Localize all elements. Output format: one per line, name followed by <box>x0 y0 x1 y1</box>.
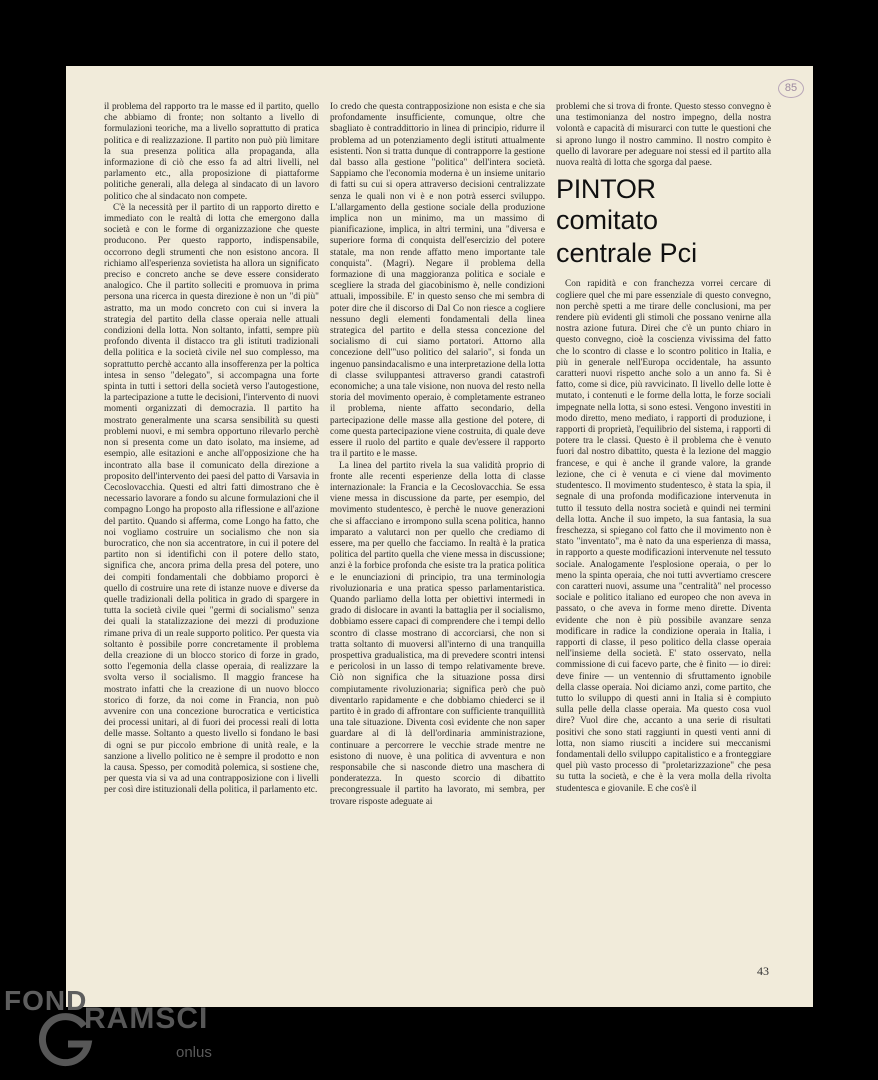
document-page <box>66 66 813 1007</box>
paragraph: problemi che si trova di fronte. Questo stesso convegno è una testimonianza del nostro impegno, della nostra volontà e capacità di misurarci con tutte le questioni che si aprono lungo il nostro cammino. Il nostro compito è quello di lavorare per adeguare noi stessi ed il partito alla nuova realtà di lotta che sgorga dal paese. <box>556 102 771 169</box>
author-name: PINTOR <box>556 174 656 205</box>
text-column-3 <box>556 102 771 795</box>
paragraph: La linea del partito rivela la sua validità proprio di fronte alle recenti esperienze della lotta di classe internazionale: la Francia e la Cecoslovacchia. Se essa viene messa in discussione da parte, per esempio, del movimento studentesco, è perchè le nuove generazioni che si affacciano e irrompono sulla scena politica, hanno imparato a valutarci non per quello che crediamo di essere, ma per quello che facciamo. In realtà è la pratica politica del partito quella che viene messa in discussione; anzi è la forbice profonda che esiste tra la pratica politica e le enunciazioni di principio, tra una terminologia rivoluzionaria e una pratica spesso parlamentaristica. Quando parliamo della lotta per obiettivi intermedi in grado di dislocare in avanti la battaglia per il socialismo, dobbiamo essere capaci di comprendere che i tempi dello scontro di classe mostrano di accorciarsi, che non si tratta soltanto di muoversi all'interno di una tranquilla prospettiva gradualistica, ma di prevedere scontri intensi e pericolosi in un lasso di tempo relativamente breve. Ciò non significa che la situazione possa dirsi compiutamente rivoluzionaria; significa però che può diventarlo rapidamente e che dobbiamo chiederci se il partito è in grado di affrontare con sufficiente tranquillità una tale situazione. Diventa così evidente che non saper guardare al di là dell'ordinaria amministrazione, continuare a percorrere le vecchie strade mentre ne esistono di nuove, è una politica di avventura e non responsabile che si nasconde dietro una maschera di ponderatezza. In questo scorcio di dibattito precongressuale il partito ha lavorato, mi sembra, per trovare risposte adeguate ai <box>330 460 545 807</box>
fondazione-gramsci-logo <box>4 982 254 1074</box>
page-number: 43 <box>757 964 769 978</box>
paragraph: Io credo che questa contrapposizione non esista e che sia profondamente insufficiente, comunque, oltre che sbagliato è contraddittorio in linea di principio, ridurre il problema ad un potenziamento degli istituti attualmente esistenti. Non si tratta dunque di contrapporre la gestione dal basso alla gestione "politica" dell'intera società. Sappiamo che l'economia moderna è un insieme unitario di fatti su cui si opera attraverso decisioni centralizzate senza le quali non vi è e non potrà esserci sviluppo. L'allargamento della gestione sociale della produzione implica non un minimo, ma un massimo di pianificazione, implica, in altri termini, una "diversa e superiore forma di conquista dell'esercizio del potere statale, ma non rende affatto meno importante tale conquista". (Magri). Negare il problema della formazione di una maggioranza politica e sociale e scegliere la strada del giacobinismo è, nelle condizioni attuali, impossibile. E' in questo senso che mi sembra di poter dire che il discorso di Dal Co non riesce a cogliere nessuno degli elementi fondamentali della linea strategica del partito e della stessa concezione del socialismo di cui siamo portatori. Attorno alla concezione dell'"uso politico del salario", si fonda un ingenuo pansindacalismo e una interpretazione della lotta di classe sviluppantesi attraverso grandi catastrofi economiche; a una tale visione, non nuova del resto nella storia del movimento operaio, è completamente estraneo il problema, niente affatto secondario, della partecipazione delle masse alla gestione del potere, di come questa partecipazione viene costruita, di quale deve essere il ruolo del partito e quale dev'essere il rapporto tra il partito e le masse. <box>330 102 545 460</box>
logo-text-fond: FOND <box>4 985 88 1016</box>
article-heading <box>556 175 771 269</box>
archive-stamp: 85 <box>778 79 804 98</box>
heading-line: comitato <box>556 204 659 235</box>
logo-text-gramsci: RAMSCI <box>84 1002 209 1035</box>
heading-line: centrale Pci <box>556 237 698 268</box>
paragraph: Con rapidità e con franchezza vorrei cercare di cogliere quel che mi pare essenziale di questo convegno, non perchè spetti a me tirare delle conclusioni, ma per rendere più evidenti gli stimoli che possano venirne alla nostra azione futura. Direi che c'è un punto chiaro in questo convegno, cioè la coscienza vivissima del fatto che lo scontro di classe e lo scontro politico in Italia, e più in generale nell'Europa occidentale, ha assunto caratteri nuovi rispetto anche solo a un anno fa. Si è fatto, come si dice, più ravvicinato. Il livello delle lotte è mutato, i contenuti e le forme della lotta, le forze sociali impegnate nella lotta, si sono estesi. Vengono investiti in modo diretto, meno mediato, i rapporti di produzione, i rapporti di proprietà, l'equilibrio del sistema, i rapporti di potere tra le classi. Questo è il problema che è venuto fuori dal nostro dibattito, questa è la lezione del maggio francese, e qui è anche il grande valore, la grande lezione, che ci è venuta e ci viene dal movimento studentesco. Il movimento studentesco, è stata la spia, il segnale di una profonda modificazione intervenuta in tutto il tessuto della nostra società e quindi nei termini della lotta. Anche il suo impeto, la sua fantasia, la sua freschezza, si spiegano col fatto che il movimento non è stato "inventato", ma è nato da una esperienza di massa, in rapporto a queste modificazioni intervenute nel tessuto sociale. Analogamente l'esplosione operaia, o per lo meno la spinta operaia, che noi tutti avvertiamo crescere con caratteri nuovi, assume una "centralità" nel processo sociale e politico italiano ed europeo che non aveva in passato, o che aveva in forme meno dirette. Diventa evidente che non è più possibile avanzare senza modificare in radice la condizione operaia in Italia, i rapporti di classe, il peso politico della classe operaia nell'insieme della società. E' stato osservato, nella commissione di cui facevo parte, che è finito — io direi: deve finire — un ventennio di sfruttamento ignobile della classe operaia. Noi diciamo anzi, come partito, che tutto lo sviluppo di questi anni in Italia si è compiuto sulla pelle della classe operaia. Ma questo cosa vuol dire? Vuol dire che, accanto a una serie di risultati positivi che sono stati raggiunti in questi venti anni di lotta, non siamo riusciti a incidere sui meccanismi fondamentali dello sviluppo capitalistico e a fronteggiare quel più vasto processo di "proletarizzazione" che pesa su tutta la società, e che è la vera molla della rivolta studentesca e giovanile. E che cos'è il <box>556 279 771 794</box>
text-column-2 <box>330 102 545 808</box>
paragraph: il problema del rapporto tra le masse ed il partito, quello che abbiamo di fronte; non soltanto a livello di formulazioni teoriche, ma a livello soprattutto di pratica politica e di realizzazione. Il partito non può più limitare la sua presenza politica alla propaganda, alla informazione di ciò che esso fa ad altri livelli, nel parlamento etc., alla proposizione di piattaforme politiche generali, alla delega al sindacato di un lavoro politico che al sindacato non compete. <box>104 102 319 202</box>
text-column-1 <box>104 102 319 797</box>
logo-text-onlus: onlus <box>176 1044 212 1061</box>
paragraph: C'è la necessità per il partito di un rapporto diretto e immediato con le realtà di lotta che emergono dalla società e con le forme di organizzazione che queste producono. Per questo rapporto, indispensabile, occorrono degli strumenti che non esistono ancora. Il richiamo all'esperienza sovietista ha allora un significato preciso e concreto anche se deve essere considerato analogico. Che il partito solleciti e promuova in prima persona una ricerca in questa direzione è non un "di più" astratto, ma un modo concreto con cui si invera la strategia del partito della classe operaia nelle attuali condizioni della lotta. Non soltanto, infatti, sempre più profondo diventa il distacco tra gli istituti tradizionali della politica e la società civile nel suo complesso, ma soprattutto perchè accanto alla insofferenza per la poltica intesa in senso "delegato", si accompagna una forte spinta in tutti i settori della società verso l'autogestione, la partecipazione a tutte le decisioni, l'intervento di nuovi momenti organizzati di democrazia. Il partito ha mostrato generalmente una scarsa sensibilità su questi problemi nuovi, e mi sembra opportuno rilevarlo perchè non si presenta come un dato isolato, ma insieme, ad esempio, alle esitazioni e anche all'opposizione che ha incontrato alla base il comunicato della direzione a proposito dell'intervento dei paesi del patto di Varsavia in Cecoslovacchia. Questi ed altri fatti dimostrano che è necessario lavorare a fondo su alcune formulazioni che il compagno Longo ha proposto alla riflessione e all'azione del partito. Quando si afferma, come Longo ha fatto, che noi vogliamo costruire un socialismo che non sia burocratico, che non sia accentratore, in cui il potere del partito non si identifichi con il potere dello stato, significa che, ancora prima della presa del potere, uno dei compiti fondamentali che dobbiamo proporci è quello di costruire una rete di istanze nuove e diverse da quelle tradizionali della politica in grado di spargere in tutta la società civile quei "germi di socialismo" senza dei quali la statalizzazione dei mezzi di produzione rimane priva di un reale supporto politico. Per questa via soltanto è possibile porre concretamente il problema della creazione di un blocco storico di forze in grado, sotto l'egemonia della classe operaia, di realizzare la svolta verso il socialismo. Il maggio francese ha mostrato infatti che la creazione di un nuovo blocco storico di forze, da noi come in Francia, non può avvenire con una concezione burocratica e verticistica dei processi unitari, al di fuori dei processi reali di lotta delle masse. Soltanto a questo livello si fondano le basi di ogni se pur piccolo embrione di unità reale, e la sanzione a livello politico ne è sempre il prodotto e non la causa. Spesso, per comodità polemica, si sostiene che, per questa via si va ad una contrapposizione con i livelli per così dire istituzionali della politica, il parlamento etc. <box>104 202 319 796</box>
